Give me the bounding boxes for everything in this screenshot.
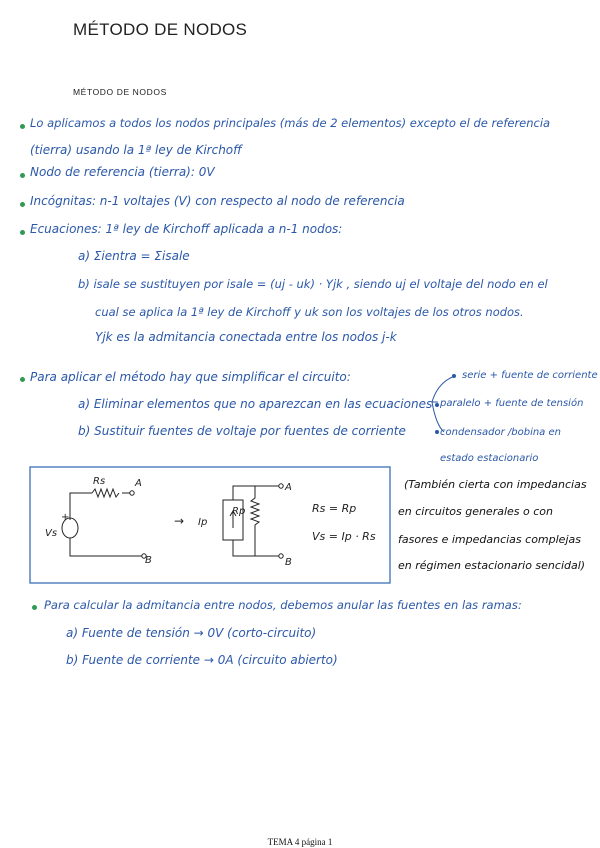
parallel-circuit <box>223 484 283 558</box>
brace-arrows <box>432 375 456 434</box>
equation-b-line2: cual se aplica la 1ª ley de Kirchoff y uk son los voltajes de los otros nodos. <box>95 305 524 319</box>
label-node-b-left: B <box>145 555 152 566</box>
admittance-a: a) Fuente de tensión → 0V (corto-circuito) <box>66 626 317 640</box>
label-node-a-right: A <box>285 482 292 493</box>
label-rp: Rp <box>232 506 246 517</box>
label-plus: + <box>61 512 70 523</box>
page-footer: TEMA 4 página 1 <box>267 837 333 847</box>
equation-a: a) Σientra = Σisale <box>78 249 190 263</box>
branch-option-steady: estado estacionario <box>440 453 539 464</box>
note-line-1: (También cierta con impedancias <box>404 478 587 491</box>
bullet-text: Ecuaciones: 1ª ley de Kirchoff aplicada a n-1 nodos: <box>30 222 343 236</box>
admittance-intro: Para calcular la admitancia entre nodos, debemos anular las fuentes en las ramas: <box>44 598 522 612</box>
label-vs: Vs <box>45 528 58 539</box>
label-ip: Ip <box>198 517 208 528</box>
circuit-box <box>30 467 390 583</box>
page-title: MÉTODO DE NODOS <box>73 20 248 39</box>
bullet-text: Nodo de referencia (tierra): 0V <box>30 165 215 179</box>
equation-b-line3: Yjk es la admitancia conectada entre los nodos j-k <box>95 330 397 344</box>
note-line-3: fasores e impedancias complejas <box>398 533 581 546</box>
bullet-text-cont: (tierra) usando la 1ª ley de Kirchoff <box>30 143 242 157</box>
equation-rs-rp: Rs = Rp <box>312 502 357 515</box>
section-heading: MÉTODO DE NODOS <box>73 87 167 97</box>
resistor-rs <box>92 489 119 497</box>
equation-b-line1: b) isale se sustituyen por isale = (uj - uk) · Yjk , siendo uj el voltaje del nodo en el <box>78 277 548 291</box>
series-circuit <box>62 489 146 558</box>
label-rs: Rs <box>93 476 106 487</box>
note-line-2: en circuitos generales o con <box>398 505 553 518</box>
admittance-b: b) Fuente de corriente → 0A (circuito abierto) <box>66 653 338 667</box>
equation-vs-ip: Vs = Ip · Rs <box>312 530 376 543</box>
branch-option-parallel: paralelo + fuente de tensión <box>440 398 584 409</box>
brace-top <box>432 376 455 402</box>
resistor-rp <box>251 486 259 556</box>
bullet-text: Lo aplicamos a todos los nodos principales (más de 2 elementos) excepto el de referencia <box>30 116 551 130</box>
branch-option-capacitor: condensador /bobina en <box>440 427 561 438</box>
note-line-4: en régimen estacionario sencidal) <box>398 559 586 572</box>
simplify-b: b) Sustituir fuentes de voltaje por fuentes de corriente <box>78 424 406 438</box>
bullet-dot <box>32 605 37 610</box>
simplify-a: a) Eliminar elementos que no aparezcan en las ecuaciones <box>78 397 433 411</box>
simplify-intro: Para aplicar el método hay que simplificar el circuito: <box>30 370 351 384</box>
bullet-text: Incógnitas: n-1 voltajes (V) con respecto al nodo de referencia <box>30 194 405 208</box>
label-node-b-right: B <box>285 557 292 568</box>
branch-option-series: serie + fuente de corriente <box>462 370 598 381</box>
label-node-a-left: A <box>135 478 142 489</box>
transform-arrow: → <box>174 514 185 528</box>
